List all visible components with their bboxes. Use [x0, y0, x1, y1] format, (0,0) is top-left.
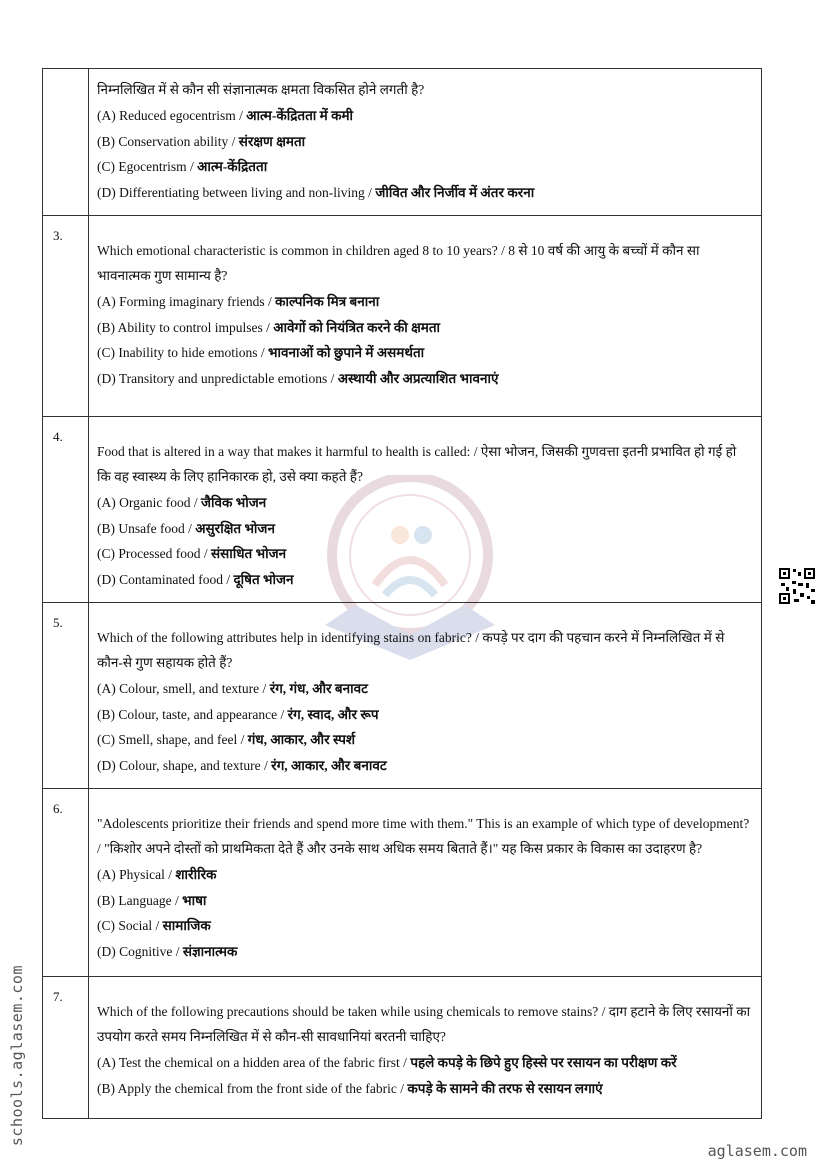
- option-english: (A) Organic food /: [97, 495, 198, 510]
- answer-option: [97, 1076, 753, 1102]
- option-english: (A) Physical /: [97, 867, 172, 882]
- footer-url: aglasem.com: [707, 1142, 807, 1160]
- question-number: 6.: [43, 789, 89, 977]
- option-hindi: भावनाओं को छुपाने में असमर्थता: [267, 345, 425, 360]
- question-text: Which of the following attributes help in identifying stains on fabric? / कपड़े पर दाग की पहचान करने में निम्नलिखित में से कौन-से गुण सहायक होते हैं?: [97, 630, 725, 670]
- answer-option: [97, 939, 753, 965]
- option-english: (D) Contaminated food /: [97, 571, 231, 587]
- question-body: [89, 977, 762, 1119]
- option-english: (C) Smell, shape, and feel /: [97, 732, 245, 747]
- question-body: [89, 789, 762, 977]
- option-hindi: संसाधित भोजन: [210, 546, 287, 561]
- option-english: (A) Reduced egocentrism /: [97, 108, 243, 123]
- option-hindi: आत्म-केंद्रितता: [197, 159, 268, 174]
- option-hindi: भाषा: [182, 892, 207, 908]
- option-hindi: कपड़े के सामने की तरफ से रसायन लगाएं: [407, 1080, 603, 1096]
- answer-option: [97, 567, 753, 593]
- option-english: (C) Egocentrism /: [97, 159, 194, 174]
- option-hindi: गंध, आकार, और स्पर्श: [247, 732, 356, 747]
- option-english: (B) Colour, taste, and appearance /: [97, 706, 285, 722]
- answer-option: [97, 154, 753, 180]
- question-number: 7.: [43, 977, 89, 1119]
- question-text: "Adolescents prioritize their friends and spend more time with them." This is an example of which type of development? / "किशोर अपने दोस्तों को प्राथमिकता देते हैं और उनके साथ अधिक समय बिताते हैं।" यह किस प्रकार के विकास का उदाहरण है?: [97, 816, 750, 856]
- question-text: निम्नलिखित में से कौन सी संज्ञानात्मक क्षमता विकसित होने लगती है?: [97, 82, 425, 97]
- answer-option: [97, 1050, 753, 1076]
- option-english: (C) Processed food /: [97, 546, 208, 561]
- option-hindi: असुरक्षित भोजन: [195, 520, 275, 536]
- answer-option: [97, 129, 753, 155]
- answer-option: [97, 702, 753, 728]
- answer-option: [97, 340, 753, 366]
- answer-option: [97, 180, 753, 206]
- option-hindi: पहले कपड़े के छिपे हुए हिस्से पर रसायन का परीक्षण करें: [410, 1055, 677, 1070]
- option-hindi: दूषित भोजन: [233, 571, 294, 587]
- answer-option: [97, 727, 753, 753]
- answer-option: [97, 315, 753, 341]
- option-english: (D) Colour, shape, and texture /: [97, 757, 268, 773]
- option-hindi: आत्म-केंद्रितता में कमी: [246, 108, 354, 123]
- question-row: [43, 603, 762, 789]
- option-hindi: शारीरिक: [175, 867, 217, 882]
- option-hindi: जीवित और निर्जीव में अंतर करना: [375, 184, 535, 200]
- option-hindi: रंग, गंध, और बनावट: [269, 681, 368, 696]
- option-english: (D) Differentiating between living and non-living /: [97, 184, 372, 200]
- question-text: Food that is altered in a way that makes it harmful to health is called: / ऐसा भोजन, जिसकी गुणवत्ता इतनी प्रभावित हो गई हो कि वह स्वास्थ्य के लिए हानिकारक हो, उसे क्या कहते हैं?: [97, 444, 737, 484]
- question-table: [42, 68, 762, 1119]
- question-number: 3.: [43, 216, 89, 417]
- option-hindi: काल्पनिक मित्र बनाना: [275, 294, 380, 309]
- option-english: (B) Apply the chemical from the front side of the fabric /: [97, 1080, 405, 1096]
- option-english: (C) Social /: [97, 918, 160, 933]
- option-english: (D) Cognitive /: [97, 943, 180, 959]
- question-row: [43, 69, 762, 216]
- option-hindi: सामाजिक: [162, 918, 211, 933]
- question-text: Which emotional characteristic is common in children aged 8 to 10 years? / 8 से 10 वर्ष की आयु के बच्चों में कौन सा भावनात्मक गुण सामान्य है?: [97, 243, 700, 283]
- option-english: (A) Forming imaginary friends /: [97, 294, 272, 309]
- answer-option: [97, 541, 753, 567]
- question-body: [89, 603, 762, 789]
- qr-code-icon: [778, 567, 816, 605]
- option-hindi: आवेगों को नियंत्रित करने की क्षमता: [273, 319, 441, 335]
- option-english: (B) Language /: [97, 892, 179, 908]
- question-number: 4.: [43, 417, 89, 603]
- question-row: [43, 977, 762, 1119]
- option-english: (D) Transitory and unpredictable emotions /: [97, 370, 335, 386]
- option-hindi: अस्थायी और अप्रत्याशित भावनाएं: [337, 370, 499, 386]
- question-number: 5.: [43, 603, 89, 789]
- question-row: [43, 417, 762, 603]
- answer-option: [97, 888, 753, 914]
- answer-option: [97, 516, 753, 542]
- question-body: [89, 417, 762, 603]
- answer-option: [97, 676, 753, 702]
- option-english: (C) Inability to hide emotions /: [97, 345, 265, 360]
- question-body: [89, 216, 762, 417]
- question-text: Which of the following precautions should be taken while using chemicals to remove stains? / दाग हटाने के लिए रसायनों का उपयोग करते समय निम्नलिखित में से कौन-सी सावधानियां बरतनी चाहिए?: [97, 1004, 751, 1044]
- question-number: [43, 69, 89, 216]
- answer-option: [97, 289, 753, 315]
- option-hindi: संज्ञानात्मक: [182, 943, 238, 959]
- question-row: [43, 216, 762, 417]
- question-row: [43, 789, 762, 977]
- answer-option: [97, 913, 753, 939]
- option-hindi: संरक्षण क्षमता: [238, 133, 306, 149]
- answer-option: [97, 862, 753, 888]
- answer-option: [97, 366, 753, 392]
- answer-option: [97, 753, 753, 779]
- option-english: (B) Conservation ability /: [97, 133, 236, 149]
- option-hindi: रंग, आकार, और बनावट: [271, 757, 387, 773]
- option-hindi: जैविक भोजन: [200, 495, 267, 510]
- answer-option: [97, 103, 753, 129]
- option-english: (A) Test the chemical on a hidden area of the fabric first /: [97, 1055, 407, 1070]
- option-english: (B) Ability to control impulses /: [97, 319, 270, 335]
- side-watermark-url: schools.aglasem.com: [8, 965, 26, 1147]
- option-english: (A) Colour, smell, and texture /: [97, 681, 267, 696]
- question-body: [89, 69, 762, 216]
- answer-option: [97, 490, 753, 516]
- option-english: (B) Unsafe food /: [97, 520, 192, 536]
- option-hindi: रंग, स्वाद, और रूप: [287, 706, 379, 722]
